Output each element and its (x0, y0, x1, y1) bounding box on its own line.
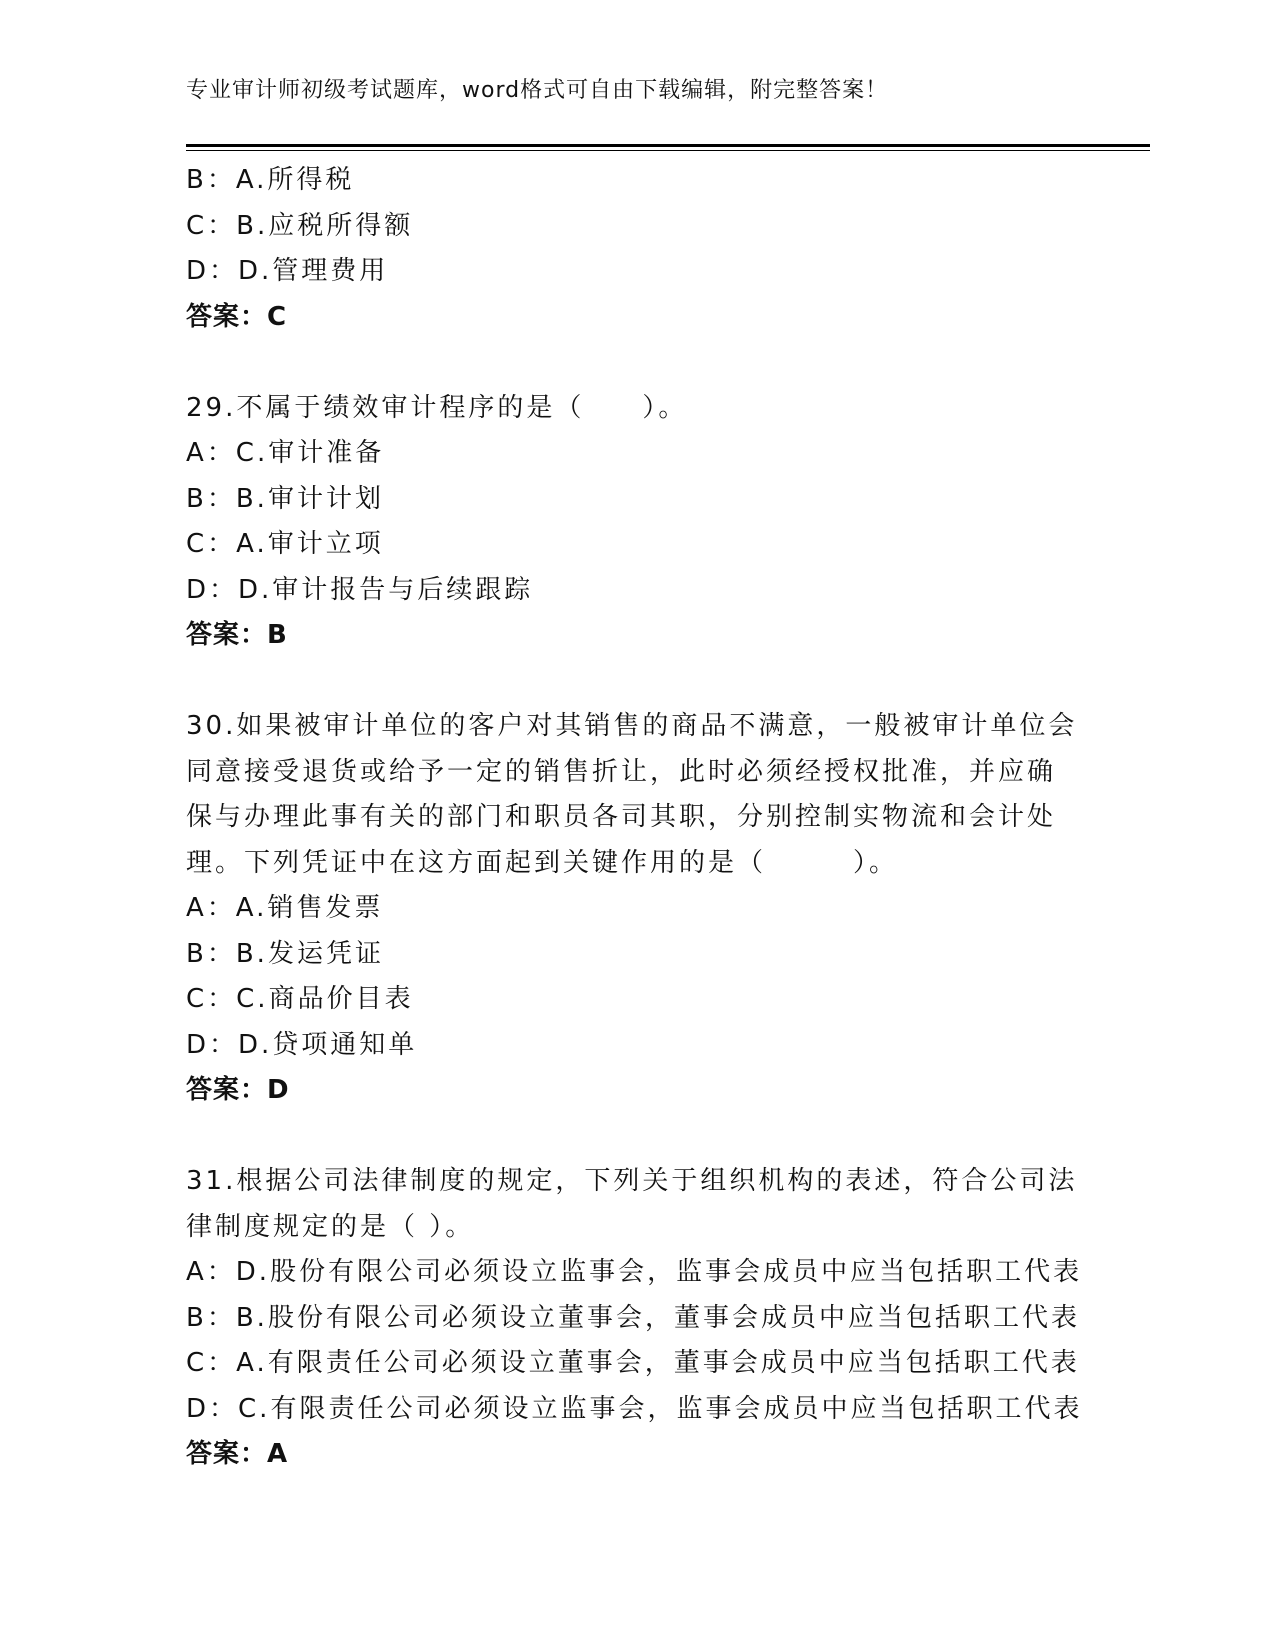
question-stem: 30.如果被审计单位的客户对其销售的商品不满意，一般被审计单位会 (186, 711, 1078, 741)
option-line: D：D.管理费用 (186, 256, 389, 286)
option-line: C：A.审计立项 (186, 529, 384, 559)
option-line: C：A.有限责任公司必须设立董事会，董事会成员中应当包括职工代表 (186, 1348, 1080, 1378)
header-rule-thick (186, 144, 1150, 147)
question-30 (186, 704, 1086, 1114)
spacer (186, 659, 1086, 705)
option-line: D：D.贷项通知单 (186, 1029, 418, 1060)
question-content (186, 158, 1086, 1478)
question-stem: 理。下列凭证中在这方面起到关键作用的是（ ）。 (186, 847, 899, 878)
option-line: B：B.审计计划 (186, 483, 384, 514)
question-31 (186, 1159, 1086, 1478)
answer-line: 答案：B (186, 620, 288, 650)
option-line: C：B.应税所得额 (186, 210, 414, 241)
spacer (186, 1114, 1086, 1160)
option-line: B：A.所得税 (186, 165, 355, 195)
option-line: A：C.审计准备 (186, 438, 385, 468)
question-stem: 同意接受退货或给予一定的销售折让，此时必须经授权批准，并应确 (186, 756, 1057, 787)
answer-line: 答案：D (186, 1075, 290, 1105)
question-stem: 29.不属于绩效审计程序的是（ ）。 (186, 392, 688, 423)
question-stem: 律制度规定的是（ ）。 (186, 1211, 475, 1242)
page-header: 专业审计师初级考试题库，word格式可自由下载编辑，附完整答案！ (186, 78, 889, 103)
question-stem: 31.根据公司法律制度的规定，下列关于组织机构的表述，符合公司法 (186, 1166, 1078, 1196)
question-stem: 保与办理此事有关的部门和职员各司其职，分别控制实物流和会计处 (186, 802, 1057, 832)
option-line: B：B.股份有限公司必须设立董事会，董事会成员中应当包括职工代表 (186, 1302, 1080, 1333)
answer-line: 答案：C (186, 301, 288, 332)
option-line: A：A.销售发票 (186, 893, 384, 923)
answer-line: 答案：A (186, 1439, 289, 1469)
option-line: C：C.商品价目表 (186, 984, 414, 1014)
question-29 (186, 386, 1086, 659)
option-line: D：C.有限责任公司必须设立监事会，监事会成员中应当包括职工代表 (186, 1393, 1083, 1424)
option-line: B：B.发运凭证 (186, 938, 384, 969)
option-line: A：D.股份有限公司必须设立监事会，监事会成员中应当包括职工代表 (186, 1257, 1083, 1287)
spacer (186, 340, 1086, 386)
header-rule-thin (186, 150, 1150, 151)
question-28-continued (186, 158, 1086, 340)
option-line: D：D.审计报告与后续跟踪 (186, 574, 534, 605)
